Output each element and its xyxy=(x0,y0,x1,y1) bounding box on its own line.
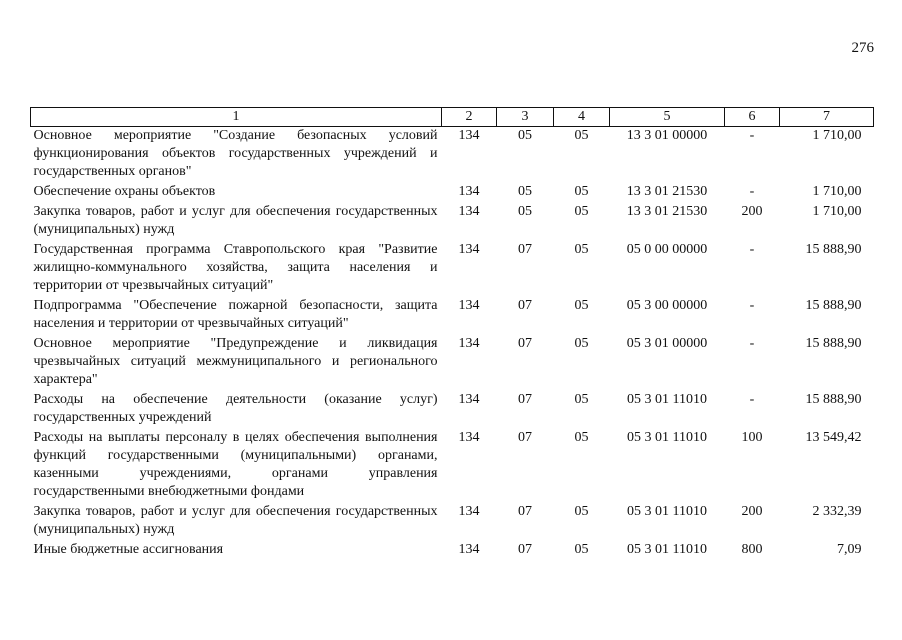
table-row xyxy=(31,297,874,335)
row-amount: 2 332,39 xyxy=(812,504,862,519)
row-amount: 1 710,00 xyxy=(812,184,862,199)
row-amount: 1 710,00 xyxy=(812,128,862,143)
table-header-row xyxy=(31,108,874,127)
row-name: Государственная программа Ставропольского края "Развитие жилищно-коммунального хозяйства, защита населения и территории от чрезвычайных ситуаций" xyxy=(33,242,438,293)
row-subsection-code: 05 xyxy=(574,128,589,143)
row-ministry-code: 134 xyxy=(458,504,480,519)
row-subsection-code: 05 xyxy=(574,542,589,557)
row-expense-type: - xyxy=(749,242,755,257)
budget-table xyxy=(30,107,874,561)
row-section-code: 07 xyxy=(518,430,532,445)
table-row xyxy=(31,127,874,184)
row-expense-type: - xyxy=(749,392,755,407)
row-name: Подпрограмма "Обеспечение пожарной безопасности, защита населения и территории от чрезвычайных ситуаций" xyxy=(33,298,438,331)
header-col-1: 1 xyxy=(31,108,442,127)
row-target-code: 13 3 01 00000 xyxy=(626,128,708,143)
table-row xyxy=(31,503,874,541)
row-amount: 15 888,90 xyxy=(805,336,862,351)
row-ministry-code: 134 xyxy=(458,542,480,557)
row-name: Иные бюджетные ассигнования xyxy=(33,542,224,557)
row-target-code: 05 3 01 00000 xyxy=(626,336,708,351)
row-expense-type: - xyxy=(749,298,755,313)
row-amount: 1 710,00 xyxy=(812,204,862,219)
row-name: Основное мероприятие "Предупреждение и ликвидация чрезвычайных ситуаций межмуниципального и регионального характера" xyxy=(33,336,438,387)
header-col-2: 2 xyxy=(442,108,497,127)
header-col-7: 7 xyxy=(780,108,874,127)
row-section-code: 05 xyxy=(518,128,532,143)
row-target-code: 13 3 01 21530 xyxy=(626,204,708,219)
page-number: 276 xyxy=(851,40,874,56)
row-subsection-code: 05 xyxy=(574,184,589,199)
row-expense-type: - xyxy=(749,184,755,199)
row-subsection-code: 05 xyxy=(574,430,589,445)
header-col-4: 4 xyxy=(554,108,610,127)
table-row xyxy=(31,391,874,429)
row-name: Основное мероприятие "Создание безопасных условий функционирования объектов государственных учреждений и государственных органов" xyxy=(33,128,438,179)
row-ministry-code: 134 xyxy=(458,336,480,351)
row-subsection-code: 05 xyxy=(574,204,589,219)
row-ministry-code: 134 xyxy=(458,184,480,199)
row-target-code: 13 3 01 21530 xyxy=(626,184,708,199)
row-ministry-code: 134 xyxy=(458,298,480,313)
row-expense-type: 100 xyxy=(741,430,763,445)
row-target-code: 05 0 00 00000 xyxy=(626,242,708,257)
row-section-code: 07 xyxy=(518,242,532,257)
row-section-code: 07 xyxy=(518,504,532,519)
table-row xyxy=(31,541,874,561)
row-section-code: 07 xyxy=(518,542,532,557)
row-expense-type: - xyxy=(749,128,755,143)
table-row xyxy=(31,203,874,241)
row-ministry-code: 134 xyxy=(458,128,480,143)
row-amount: 15 888,90 xyxy=(805,392,862,407)
row-target-code: 05 3 01 11010 xyxy=(627,392,707,407)
row-subsection-code: 05 xyxy=(574,298,589,313)
row-section-code: 07 xyxy=(518,392,532,407)
row-expense-type: 200 xyxy=(741,204,763,219)
header-col-3: 3 xyxy=(497,108,554,127)
row-name: Расходы на выплаты персоналу в целях обеспечения выполнения функций государственными (муниципальными) органами, казенными учреждениями, органами управления государственными внебюджетными фондами xyxy=(33,430,438,499)
row-expense-type: 200 xyxy=(741,504,763,519)
row-name: Закупка товаров, работ и услуг для обеспечения государственных (муниципальных) нужд xyxy=(33,504,438,537)
table-row xyxy=(31,241,874,297)
header-col-6: 6 xyxy=(725,108,780,127)
row-amount: 15 888,90 xyxy=(805,242,862,257)
table-row xyxy=(31,183,874,203)
row-subsection-code: 05 xyxy=(574,242,589,257)
row-amount: 13 549,42 xyxy=(805,430,862,445)
row-section-code: 07 xyxy=(518,336,532,351)
row-amount: 7,09 xyxy=(837,542,862,557)
row-target-code: 05 3 01 11010 xyxy=(627,430,707,445)
row-ministry-code: 134 xyxy=(458,204,480,219)
row-expense-type: 800 xyxy=(741,542,763,557)
table-row xyxy=(31,429,874,503)
row-subsection-code: 05 xyxy=(574,392,589,407)
row-subsection-code: 05 xyxy=(574,504,589,519)
row-subsection-code: 05 xyxy=(574,336,589,351)
row-amount: 15 888,90 xyxy=(805,298,862,313)
table-row xyxy=(31,335,874,391)
row-target-code: 05 3 01 11010 xyxy=(627,542,707,557)
header-col-5: 5 xyxy=(610,108,725,127)
row-section-code: 05 xyxy=(518,204,532,219)
row-name: Закупка товаров, работ и услуг для обеспечения государственных (муниципальных) нужд xyxy=(33,204,438,237)
row-target-code: 05 3 00 00000 xyxy=(626,298,708,313)
row-ministry-code: 134 xyxy=(458,430,480,445)
row-ministry-code: 134 xyxy=(458,242,480,257)
row-name: Обеспечение охраны объектов xyxy=(33,184,216,199)
row-section-code: 05 xyxy=(518,184,532,199)
row-name: Расходы на обеспечение деятельности (оказание услуг) государственных учреждений xyxy=(33,392,438,425)
row-ministry-code: 134 xyxy=(458,392,480,407)
row-expense-type: - xyxy=(749,336,755,351)
row-section-code: 07 xyxy=(518,298,532,313)
row-target-code: 05 3 01 11010 xyxy=(627,504,707,519)
